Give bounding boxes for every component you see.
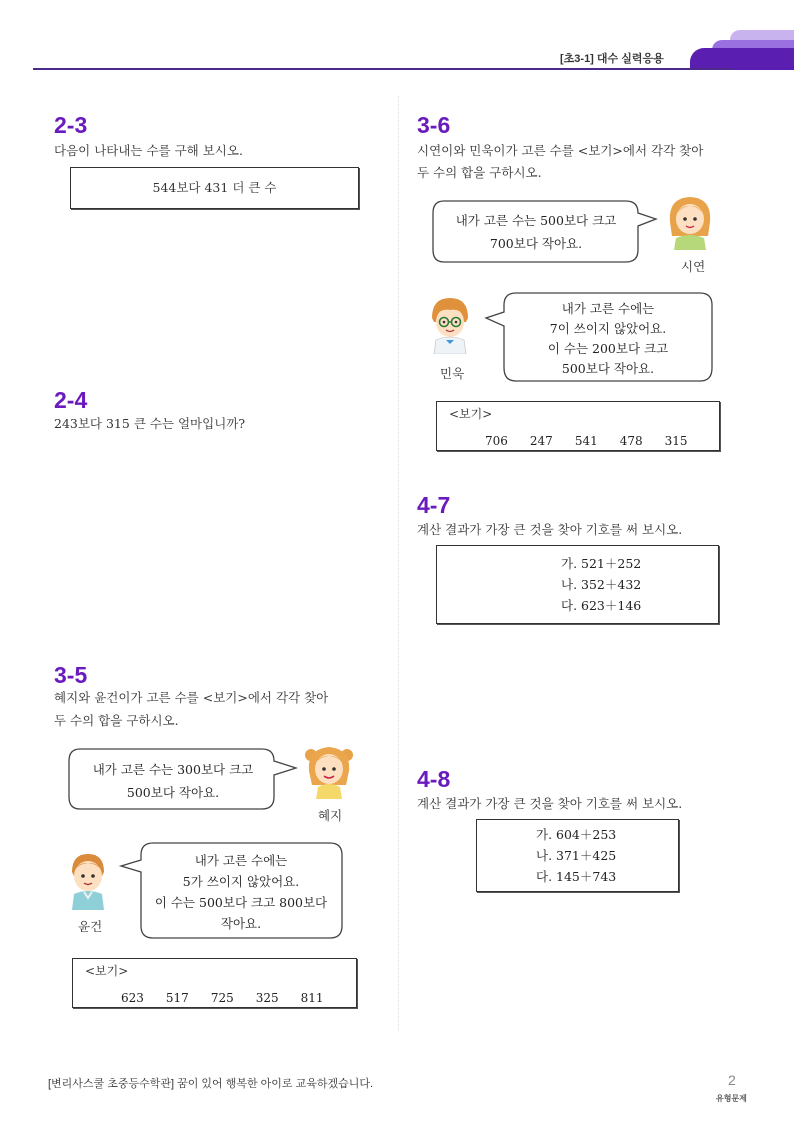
option-value: 541 [574, 434, 598, 448]
problem-number: 2-4 [54, 387, 88, 413]
problem-question: 다음이 나타내는 수를 구해 보시오. [54, 143, 243, 158]
problem-number: 4-8 [417, 766, 451, 792]
boy-glasses-character-icon [428, 296, 472, 354]
example-box [72, 958, 357, 1008]
header-rule [33, 68, 733, 70]
bubble-line: 500보다 작아요. [126, 785, 220, 800]
problem-question-line1: 혜지와 윤건이가 고른 수를 <보기>에서 각각 찾아 [54, 690, 329, 705]
bubble-line: 700보다 작아요. [489, 236, 583, 251]
problem-number: 2-3 [54, 112, 88, 138]
problem-number: 3-5 [54, 662, 88, 688]
bubble-line: 7이 쓰이지 않았어요. [549, 321, 667, 336]
page-header-title: [초3-1] 대수 실력응용 [560, 53, 664, 65]
expression-box [436, 545, 719, 624]
problem-question: 계산 결과가 가장 큰 것을 찾아 기호를 써 보시오. [417, 796, 683, 811]
bubble-line: 이 수는 500보다 크고 800보다 [154, 895, 328, 910]
option-value: 478 [619, 434, 643, 448]
problem-question-line2: 두 수의 합을 구하시오. [417, 165, 542, 180]
condition-box [70, 167, 359, 209]
bubble-line: 내가 고른 수에는 [561, 301, 655, 316]
page-number: 2 [728, 1072, 736, 1088]
example-label: <보기> [449, 407, 493, 421]
problem-question-line2: 두 수의 합을 구하시오. [54, 713, 179, 728]
problem-question-line1: 시연이와 민욱이가 고른 수를 <보기>에서 각각 찾아 [417, 143, 704, 158]
bubble-line: 내가 고른 수는 500보다 크고 [455, 213, 617, 228]
expression-item: 다. 145＋743 [536, 869, 617, 884]
footer-section: 유형문제 [716, 1094, 747, 1103]
example-options [485, 430, 710, 449]
bubble-line: 500보다 작아요. [561, 361, 655, 376]
bubble-line: 이 수는 200보다 크고 [547, 341, 669, 356]
problem-question: 243보다 315 큰 수는 얼마입니까? [54, 416, 246, 431]
expression-box [476, 819, 679, 892]
bubble-line: 5가 쓰이지 않았어요. [182, 874, 300, 889]
option-value: 725 [210, 991, 234, 1005]
option-value: 517 [165, 991, 189, 1005]
example-label: <보기> [85, 964, 129, 978]
expression-item: 가. 521＋252 [561, 556, 642, 571]
problem-number: 4-7 [417, 492, 451, 518]
option-value: 247 [529, 434, 553, 448]
bubble-line: 내가 고른 수는 300보다 크고 [92, 762, 254, 777]
girl-character-icon [302, 741, 356, 799]
condition-text: 544보다 431 더 큰 수 [152, 180, 277, 195]
bubble-line: 내가 고른 수에는 [194, 853, 288, 868]
character-name: 윤건 [78, 919, 103, 934]
column-divider [398, 96, 399, 1031]
problem-question: 계산 결과가 가장 큰 것을 찾아 기호를 써 보시오. [417, 522, 683, 537]
option-value: 706 [485, 434, 508, 448]
example-options [121, 987, 346, 1006]
option-value: 811 [300, 991, 324, 1005]
character-name: 시연 [681, 259, 706, 274]
expression-item: 다. 623＋146 [561, 598, 642, 613]
expression-item: 가. 604＋253 [536, 827, 617, 842]
character-name: 민욱 [440, 366, 465, 381]
bubble-line: 작아요. [220, 916, 262, 931]
option-value: 325 [255, 991, 279, 1005]
problem-number: 3-6 [417, 112, 451, 138]
footer-slogan: [변리사스쿨 초중등수학관] 꿈이 있어 행복한 아이로 교육하겠습니다. [48, 1078, 374, 1090]
header-tab-front [690, 48, 794, 70]
option-value: 623 [121, 991, 144, 1005]
girl-character-icon [666, 192, 714, 250]
option-value: 315 [664, 434, 688, 448]
example-box [436, 401, 720, 451]
expression-item: 나. 352＋432 [561, 577, 642, 592]
boy-character-icon [66, 850, 110, 910]
character-name: 혜지 [318, 808, 343, 823]
expression-item: 나. 371＋425 [536, 848, 617, 863]
